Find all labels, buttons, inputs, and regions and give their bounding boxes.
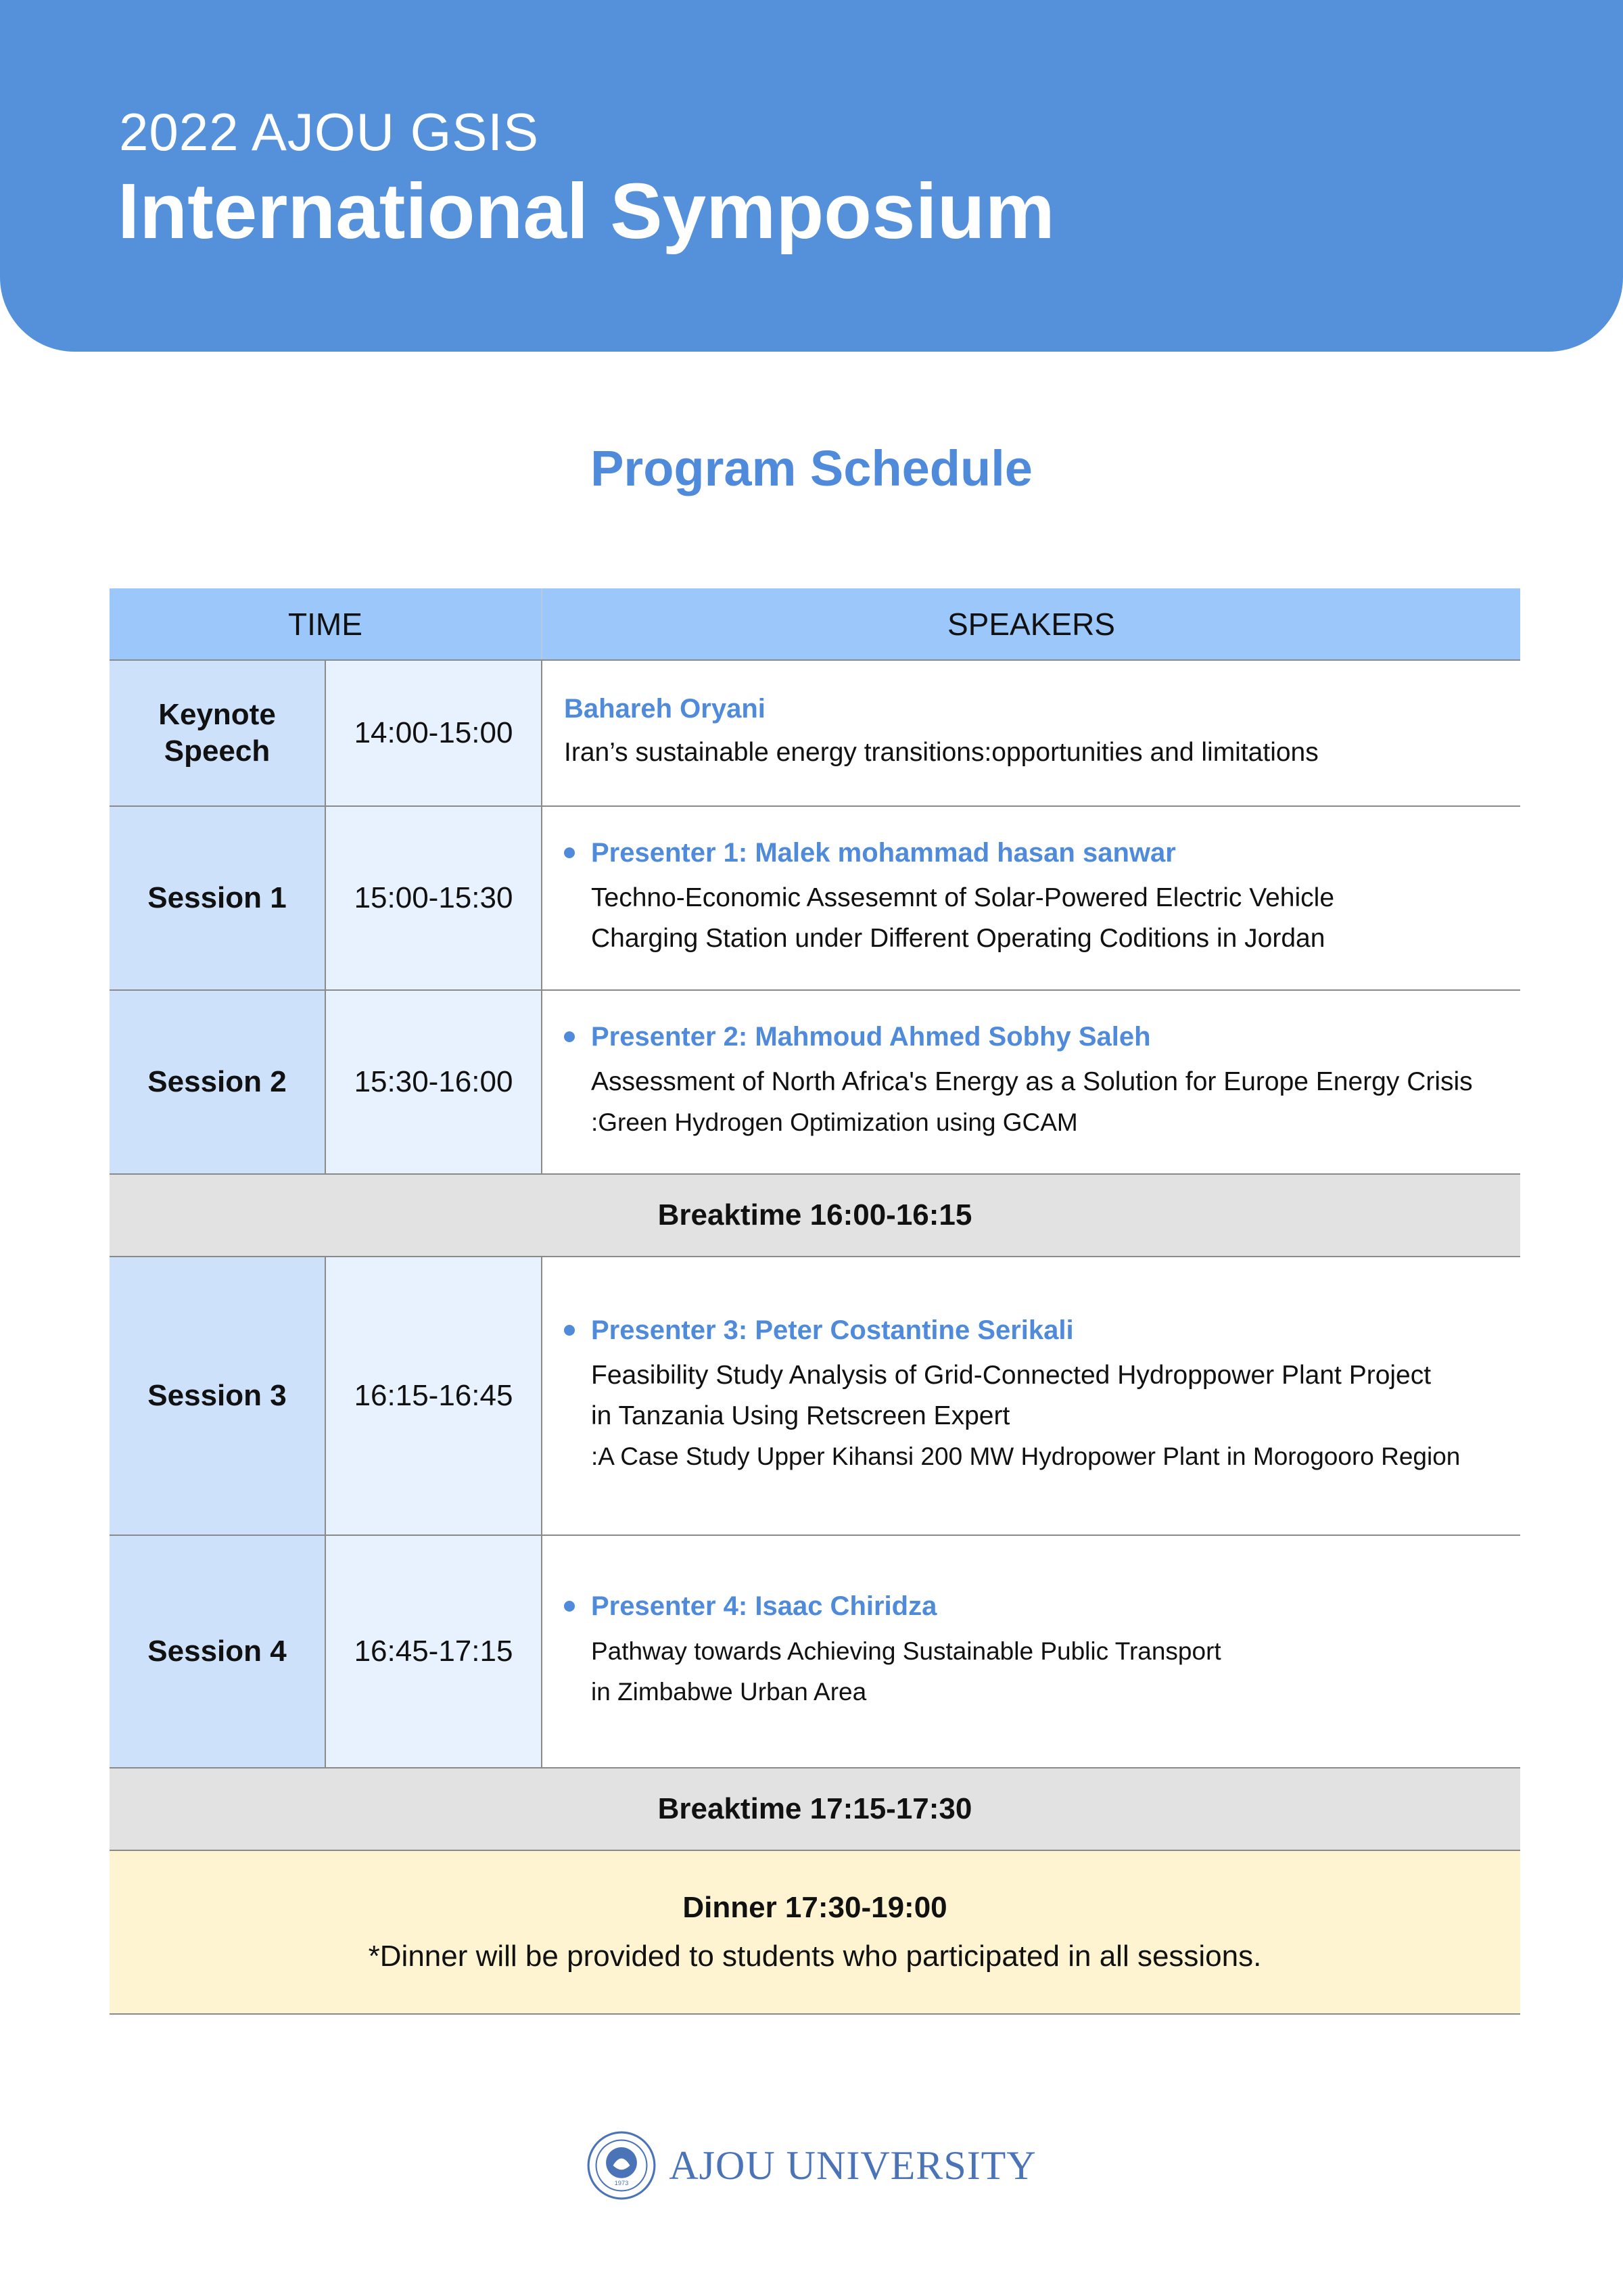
row-time: 16:15-16:45 <box>326 1257 542 1534</box>
row-label: Session 1 <box>110 807 326 989</box>
header-banner <box>0 0 1623 352</box>
table-row-session-2 <box>110 991 1520 1175</box>
table-row-keynote <box>110 661 1520 807</box>
university-name: AJOU UNIVERSITY <box>669 2142 1037 2188</box>
dinner-note: *Dinner will be provided to students who participated in all sessions. <box>368 1940 1262 1973</box>
talk-line: Assessment of North Africa's Energy as a Solution for Europe Energy Crisis <box>591 1067 1473 1096</box>
talk-line: in Tanzania Using Retscreen Expert <box>591 1401 1010 1430</box>
talk-line: :A Case Study Upper Kihansi 200 MW Hydropower Plant in Morogooro Region <box>591 1442 1461 1470</box>
column-header-time: TIME <box>110 588 542 659</box>
talk-line: Pathway towards Achieving Sustainable Public Transport <box>591 1637 1221 1665</box>
bullet-icon <box>564 1325 575 1336</box>
row-label: Session 4 <box>110 1536 326 1767</box>
schedule-table <box>110 588 1520 2015</box>
talk-line: in Zimbabwe Urban Area <box>591 1677 867 1706</box>
event-title: International Symposium <box>118 167 1055 255</box>
keynote-speaker: Bahareh Oryani <box>564 693 766 724</box>
table-header-row <box>110 588 1520 661</box>
presenter-name: Presenter 3: Peter Costantine Serikali <box>591 1315 1074 1345</box>
row-time: 15:30-16:00 <box>326 991 542 1173</box>
row-content <box>542 1536 1520 1767</box>
talk-title: Iran’s sustainable energy transitions:opportunities and limitations <box>564 737 1319 767</box>
table-row-session-1 <box>110 807 1520 991</box>
seal-year: 1973 <box>614 2180 629 2187</box>
row-time: 14:00-15:00 <box>326 661 542 805</box>
row-content <box>542 1257 1520 1534</box>
keynote-label: Keynote Speech <box>158 698 276 768</box>
bullet-icon <box>564 1601 575 1612</box>
presenter-name: Presenter 4: Isaac Chiridza <box>591 1591 937 1621</box>
event-subtitle: 2022 AJOU GSIS <box>119 102 539 162</box>
break-row-1: Breaktime 16:00-16:15 <box>110 1175 1520 1257</box>
talk-line: Techno-Economic Assesemnt of Solar-Powered Electric Vehicle <box>591 883 1335 912</box>
table-row-session-4 <box>110 1536 1520 1768</box>
row-content <box>542 661 1520 805</box>
row-content <box>542 807 1520 989</box>
row-label: Session 2 <box>110 991 326 1173</box>
table-row-session-3 <box>110 1257 1520 1536</box>
presenter-name: Presenter 1: Malek mohammad hasan sanwar <box>591 837 1176 868</box>
dinner-row <box>110 1851 1520 2015</box>
footer <box>0 2130 1623 2201</box>
presenter-heading <box>564 838 1520 868</box>
row-content <box>542 991 1520 1173</box>
row-label <box>110 661 326 805</box>
university-seal-icon <box>586 2130 657 2201</box>
row-time: 16:45-17:15 <box>326 1536 542 1767</box>
dinner-title: Dinner 17:30-19:00 <box>682 1891 947 1924</box>
presenter-heading <box>564 1591 1520 1622</box>
row-label: Session 3 <box>110 1257 326 1534</box>
talk-line: Feasibility Study Analysis of Grid-Connected Hydroppower Plant Project <box>591 1360 1432 1390</box>
section-title: Program Schedule <box>590 440 1033 496</box>
bullet-icon <box>564 847 575 858</box>
presenter-heading <box>564 1022 1520 1052</box>
column-header-speakers: SPEAKERS <box>947 606 1115 642</box>
break-row-2: Breaktime 17:15-17:30 <box>110 1768 1520 1851</box>
presenter-heading <box>564 1315 1520 1346</box>
talk-line: :Green Hydrogen Optimization using GCAM <box>591 1108 1078 1136</box>
row-time: 15:00-15:30 <box>326 807 542 989</box>
talk-line: Charging Station under Different Operating Coditions in Jordan <box>591 923 1325 953</box>
bullet-icon <box>564 1031 575 1042</box>
presenter-name: Presenter 2: Mahmoud Ahmed Sobhy Saleh <box>591 1021 1151 1052</box>
